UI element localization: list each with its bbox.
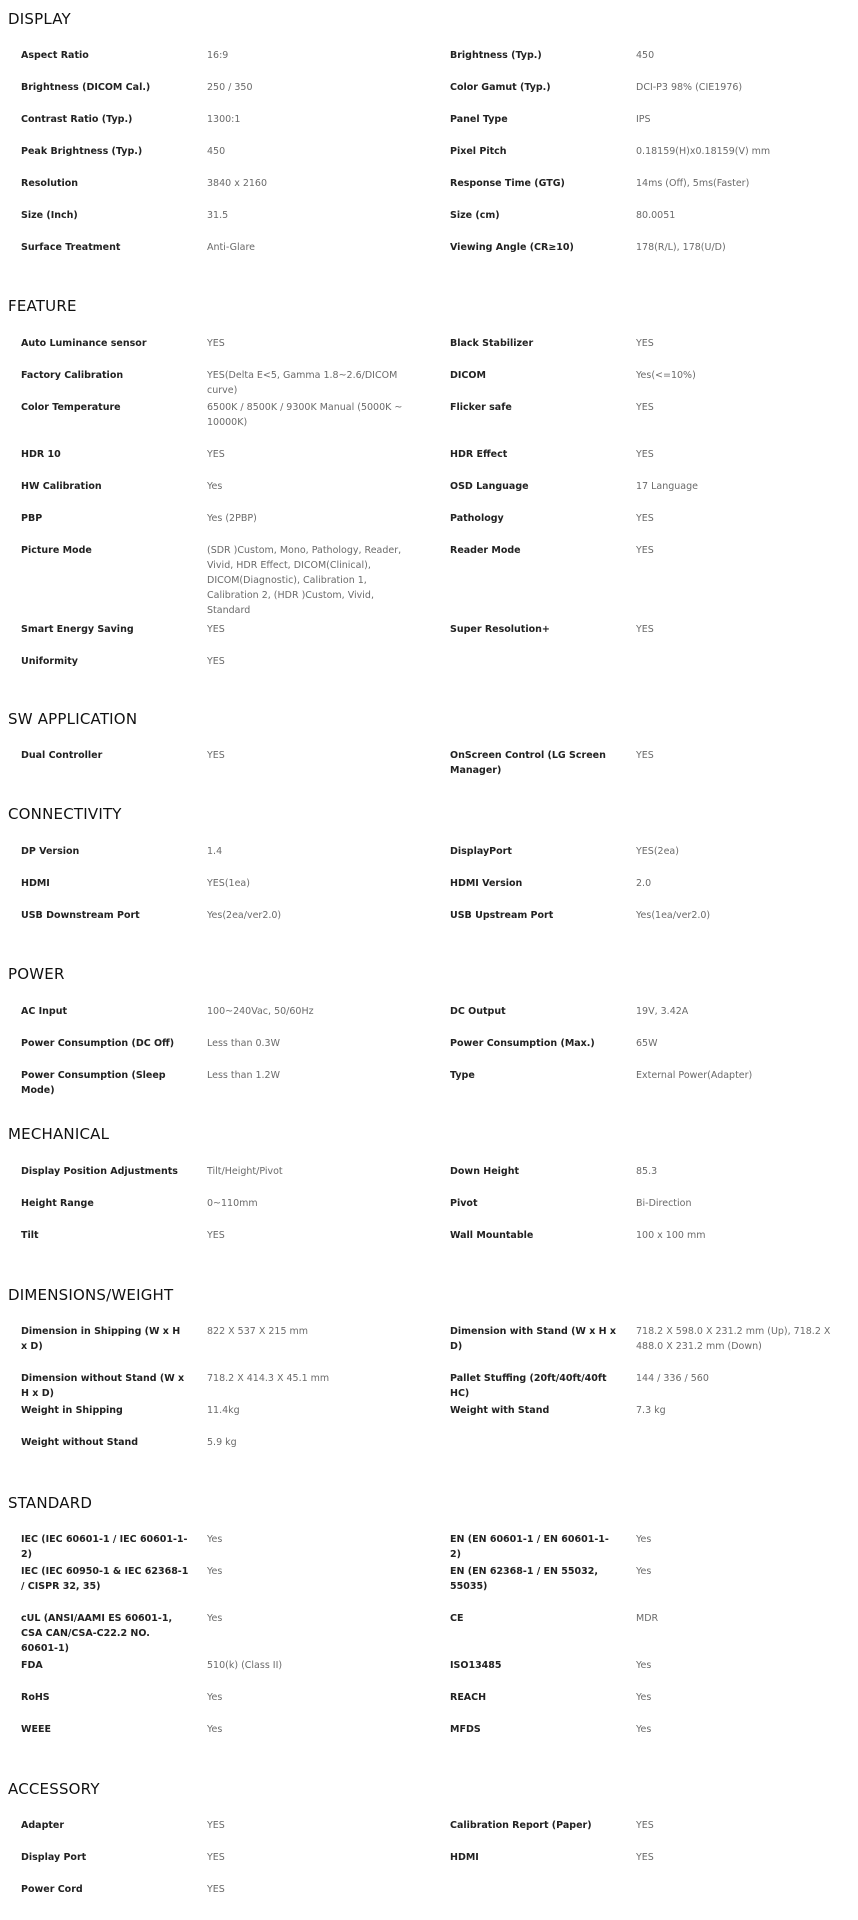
spec-value: YES (207, 750, 225, 761)
spec-label: OSD Language (450, 481, 529, 492)
spec-label: Size (cm) (450, 210, 500, 221)
spec-label: Wall Mountable (450, 1230, 534, 1241)
spec-value: Yes (207, 1613, 223, 1624)
spec-value: YES (207, 1852, 225, 1863)
spec-label: Color Gamut (Typ.) (450, 82, 551, 93)
spec-label: Brightness (DICOM Cal.) (21, 82, 151, 93)
spec-label: DC Output (450, 1006, 506, 1017)
spec-label: Adapter (21, 1820, 65, 1831)
spec-label: OnScreen Control (LG Screen Manager) (450, 750, 606, 776)
spec-value: (SDR )Custom, Mono, Pathology, Reader, Vivid, HDR Effect, DICOM(Clinical), DICOM(Diagnostic), Calibration 1, Calibration 2, (HDR )Custom, Vivid, Standard (207, 545, 402, 616)
spec-label: Dual Controller (21, 750, 103, 761)
spec-value: 6500K / 8500K / 9300K Manual (5000K ~ 10000K) (207, 402, 403, 428)
spec-value: YES (636, 338, 654, 349)
spec-value: 11.4kg (207, 1405, 240, 1416)
spec-label: Brightness (Typ.) (450, 50, 542, 61)
spec-label: Down Height (450, 1166, 520, 1177)
spec-label: Weight in Shipping (21, 1405, 123, 1416)
spec-label: FDA (21, 1660, 43, 1671)
spec-label: Auto Luminance sensor (21, 338, 147, 349)
spec-label: Weight with Stand (450, 1405, 550, 1416)
spec-value: YES (636, 449, 654, 460)
spec-value: MDR (636, 1613, 659, 1624)
section-title: SW APPLICATION (8, 710, 138, 728)
spec-value: YES (636, 402, 654, 413)
spec-label: Tilt (21, 1230, 39, 1241)
spec-label: HDMI Version (450, 878, 523, 889)
spec-label: Viewing Angle (CR≥10) (450, 242, 574, 253)
spec-value: 450 (207, 146, 226, 157)
spec-value: Yes (207, 1566, 223, 1577)
spec-value: 16:9 (207, 50, 229, 61)
spec-value: Less than 0.3W (207, 1038, 280, 1049)
spec-label: Surface Treatment (21, 242, 121, 253)
spec-label: Dimension in Shipping (W x H x D) (21, 1326, 181, 1352)
section-title: ACCESSORY (8, 1780, 100, 1798)
spec-value: YES(1ea) (207, 878, 250, 889)
spec-label: Peak Brightness (Typ.) (21, 146, 143, 157)
spec-label: Uniformity (21, 656, 78, 667)
spec-label: Display Port (21, 1852, 87, 1863)
spec-value: 17 Language (636, 481, 698, 492)
spec-value: DCI-P3 98% (CIE1976) (636, 82, 743, 93)
spec-label: CE (450, 1613, 464, 1624)
spec-label: ISO13485 (450, 1660, 502, 1671)
spec-label: AC Input (21, 1006, 68, 1017)
spec-value: 250 / 350 (207, 82, 253, 93)
spec-value: 31.5 (207, 210, 229, 221)
spec-value: Yes (207, 481, 223, 492)
spec-value: Yes (636, 1692, 652, 1703)
spec-value: YES (207, 1884, 225, 1895)
spec-value: 2.0 (636, 878, 652, 889)
spec-value: IPS (636, 114, 651, 125)
spec-label: DICOM (450, 370, 486, 381)
spec-label: IEC (IEC 60950-1 & IEC 62368-1 / CISPR 32, 35) (21, 1566, 189, 1592)
spec-value: 85.3 (636, 1166, 658, 1177)
spec-value: YES (207, 624, 225, 635)
section-title: DIMENSIONS/WEIGHT (8, 1286, 174, 1304)
spec-value: YES (636, 513, 654, 524)
spec-label: HDR Effect (450, 449, 508, 460)
spec-label: HDMI (450, 1852, 479, 1863)
spec-value: YES (207, 656, 225, 667)
spec-label: Aspect Ratio (21, 50, 89, 61)
spec-value: 100~240Vac, 50/60Hz (207, 1006, 314, 1017)
spec-label: Contrast Ratio (Typ.) (21, 114, 133, 125)
spec-label: cUL (ANSI/AAMI ES 60601-1, CSA CAN/CSA-C22.2 NO. 60601-1) (21, 1613, 173, 1654)
spec-value: 178(R/L), 178(U/D) (636, 242, 726, 253)
spec-label: DP Version (21, 846, 80, 857)
spec-value: 5.9 kg (207, 1437, 237, 1448)
spec-value: Yes (636, 1534, 652, 1545)
spec-value: 3840 x 2160 (207, 178, 268, 189)
spec-label: Picture Mode (21, 545, 92, 556)
spec-label: DisplayPort (450, 846, 512, 857)
spec-value: Yes (207, 1724, 223, 1735)
spec-value: YES (207, 449, 225, 460)
spec-value: 718.2 X 414.3 X 45.1 mm (207, 1373, 330, 1384)
section-title: POWER (8, 965, 65, 983)
spec-value: External Power(Adapter) (636, 1070, 753, 1081)
spec-label: Calibration Report (Paper) (450, 1820, 592, 1831)
spec-label: Reader Mode (450, 545, 521, 556)
spec-value: Yes (636, 1566, 652, 1577)
spec-value: 7.3 kg (636, 1405, 666, 1416)
spec-label: USB Upstream Port (450, 910, 554, 921)
spec-value: Yes (636, 1660, 652, 1671)
spec-value: YES (207, 338, 225, 349)
spec-label: Power Consumption (Max.) (450, 1038, 595, 1049)
section-title: STANDARD (8, 1494, 93, 1512)
spec-label: Pixel Pitch (450, 146, 507, 157)
spec-value: 19V, 3.42A (636, 1006, 689, 1017)
spec-value: Less than 1.2W (207, 1070, 280, 1081)
spec-label: HW Calibration (21, 481, 102, 492)
spec-value: YES (636, 624, 654, 635)
spec-label: Type (450, 1070, 475, 1081)
spec-label: WEEE (21, 1724, 51, 1735)
spec-value: Bi-Direction (636, 1198, 692, 1209)
spec-label: MFDS (450, 1724, 481, 1735)
spec-label: HDMI (21, 878, 50, 889)
spec-label: Panel Type (450, 114, 508, 125)
spec-label: Size (Inch) (21, 210, 78, 221)
spec-value: 0~110mm (207, 1198, 258, 1209)
spec-value: 144 / 336 / 560 (636, 1373, 709, 1384)
spec-label: Color Temperature (21, 402, 121, 413)
spec-value: 14ms (Off), 5ms(Faster) (636, 178, 750, 189)
spec-value: 1300:1 (207, 114, 241, 125)
spec-label: Power Consumption (Sleep Mode) (21, 1070, 166, 1096)
spec-label: Power Cord (21, 1884, 83, 1895)
spec-value: YES (636, 545, 654, 556)
spec-label: Black Stabilizer (450, 338, 534, 349)
spec-label: Response Time (GTG) (450, 178, 565, 189)
spec-label: REACH (450, 1692, 487, 1703)
spec-value: 718.2 X 598.0 X 231.2 mm (Up), 718.2 X 488.0 X 231.2 mm (Down) (636, 1326, 831, 1352)
spec-value: Yes (2PBP) (207, 513, 257, 524)
spec-label: Weight without Stand (21, 1437, 139, 1448)
spec-value: YES (207, 1820, 225, 1831)
spec-label: RoHS (21, 1692, 50, 1703)
spec-value: 510(k) (Class II) (207, 1660, 283, 1671)
spec-label: Power Consumption (DC Off) (21, 1038, 175, 1049)
section-title: DISPLAY (8, 10, 71, 28)
spec-label: Factory Calibration (21, 370, 124, 381)
spec-label: Dimension with Stand (W x H x D) (450, 1326, 617, 1352)
spec-label: Height Range (21, 1198, 94, 1209)
spec-label: Super Resolution+ (450, 624, 550, 635)
spec-label: IEC (IEC 60601-1 / IEC 60601-1-2) (21, 1534, 188, 1560)
spec-label: PBP (21, 513, 43, 524)
section-title: MECHANICAL (8, 1125, 110, 1143)
spec-label: EN (EN 60601-1 / EN 60601-1-2) (450, 1534, 609, 1560)
spec-value: 822 X 537 X 215 mm (207, 1326, 309, 1337)
spec-label: HDR 10 (21, 449, 61, 460)
spec-value: YES(2ea) (636, 846, 679, 857)
spec-label: EN (EN 62368-1 / EN 55032, 55035) (450, 1566, 598, 1592)
spec-label: Display Position Adjustments (21, 1166, 178, 1177)
spec-value: 450 (636, 50, 655, 61)
spec-value: 1.4 (207, 846, 223, 857)
spec-value: Yes(1ea/ver2.0) (636, 910, 711, 921)
spec-value: 0.18159(H)x0.18159(V) mm (636, 146, 771, 157)
spec-label: USB Downstream Port (21, 910, 140, 921)
spec-value: Yes (636, 1724, 652, 1735)
spec-value: Anti-Glare (207, 242, 256, 253)
spec-value: YES (636, 1852, 654, 1863)
spec-label: Pallet Stuffing (20ft/40ft/40ft HC) (450, 1373, 607, 1399)
spec-value: Yes(2ea/ver2.0) (207, 910, 282, 921)
spec-value: Yes (207, 1534, 223, 1545)
spec-label: Resolution (21, 178, 79, 189)
spec-label: Pivot (450, 1198, 478, 1209)
spec-value: 100 x 100 mm (636, 1230, 706, 1241)
spec-label: Smart Energy Saving (21, 624, 134, 635)
spec-label: Pathology (450, 513, 504, 524)
section-title: CONNECTIVITY (8, 805, 122, 823)
spec-value: YES (207, 1230, 225, 1241)
spec-value: Yes (207, 1692, 223, 1703)
spec-value: Yes(<=10%) (636, 370, 696, 381)
spec-value: 65W (636, 1038, 658, 1049)
spec-label: Flicker safe (450, 402, 512, 413)
spec-label: Dimension without Stand (W x H x D) (21, 1373, 185, 1399)
spec-value: Tilt/Height/Pivot (207, 1166, 283, 1177)
spec-value: 80.0051 (636, 210, 676, 221)
spec-value: YES (636, 1820, 654, 1831)
spec-value: YES(Delta E<5, Gamma 1.8~2.6/DICOM curve) (207, 370, 398, 396)
spec-value: YES (636, 750, 654, 761)
section-title: FEATURE (8, 297, 77, 315)
